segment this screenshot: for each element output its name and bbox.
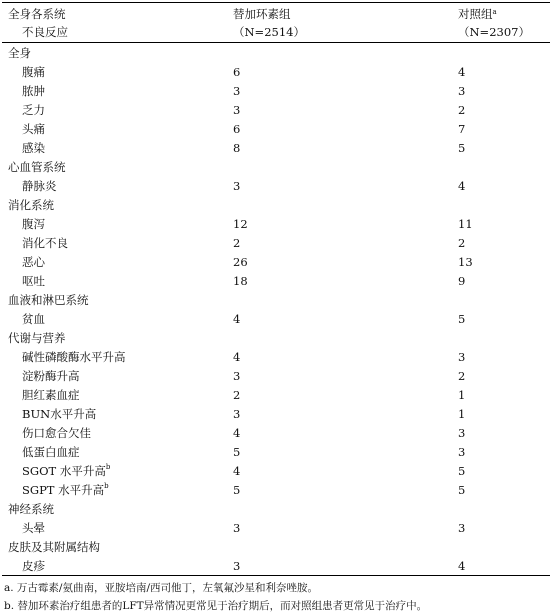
header-bottom-rule (2, 42, 550, 43)
header-col1-line2: （N=2514） (233, 25, 305, 39)
label-text: 伤口愈合欠佳 (22, 426, 91, 440)
table-row (0, 367, 552, 386)
table-row (0, 253, 552, 272)
tigecycline-value: 3 (233, 369, 241, 383)
system-label (8, 500, 54, 519)
label-text: 静脉炎 (22, 179, 57, 193)
footnote-marker-b: b (104, 482, 109, 490)
comparator-value: 5 (458, 312, 466, 326)
category-row (0, 196, 552, 215)
table-row (0, 462, 552, 481)
category-row (0, 291, 552, 310)
table-row (0, 215, 552, 234)
system-label (8, 538, 100, 557)
tigecycline-value: 6 (233, 65, 241, 79)
category-row (0, 158, 552, 177)
label-text: 代谢与营养 (8, 331, 66, 345)
table-row (0, 424, 552, 443)
tigecycline-value: 12 (233, 217, 248, 231)
table-row (0, 234, 552, 253)
reaction-label (22, 82, 45, 101)
comparator-value: 3 (458, 350, 466, 364)
header-col1-line1: 替加环素组 (233, 7, 291, 21)
table-row (0, 310, 552, 329)
label-text: 腹痛 (22, 65, 45, 79)
reaction-label (22, 367, 80, 386)
reaction-label (22, 481, 109, 500)
label-text: 血液和淋巴系统 (8, 293, 89, 307)
tigecycline-value: 4 (233, 464, 241, 478)
system-label (8, 291, 89, 310)
label-text: 腹泻 (22, 217, 45, 231)
category-row (0, 44, 552, 63)
comparator-value: 9 (458, 274, 466, 288)
label-text: 消化不良 (22, 236, 68, 250)
tigecycline-value: 4 (233, 312, 241, 326)
comparator-value: 5 (458, 141, 466, 155)
footnote-marker-b: b (105, 463, 111, 471)
tigecycline-value: 2 (233, 236, 241, 250)
label-text: 皮疹 (22, 559, 45, 573)
system-label (8, 196, 54, 215)
label-text: 全身 (8, 46, 31, 60)
comparator-value: 3 (458, 84, 466, 98)
table-row (0, 101, 552, 120)
table-row (0, 386, 552, 405)
footnote-marker-a: a (492, 8, 497, 16)
tigecycline-value: 3 (233, 521, 241, 535)
table-top-rule (2, 2, 550, 3)
reaction-label (22, 462, 110, 481)
tigecycline-value: 3 (233, 103, 241, 117)
reaction-label (22, 272, 45, 291)
comparator-value: 3 (458, 445, 466, 459)
comparator-value: 11 (458, 217, 473, 231)
label-text: 神经系统 (8, 502, 54, 516)
header-col0-line2: 不良反应 (22, 25, 68, 39)
label-text: 皮肤及其附属结构 (8, 540, 100, 554)
category-row (0, 329, 552, 348)
tigecycline-value: 26 (233, 255, 248, 269)
table-row (0, 82, 552, 101)
table-row (0, 348, 552, 367)
header-col2-label: 对照组 (458, 7, 493, 21)
label-text: 心血管系统 (8, 160, 66, 174)
category-row (0, 500, 552, 519)
table-row (0, 63, 552, 82)
label-text: 感染 (22, 141, 45, 155)
table-bottom-rule (2, 575, 550, 576)
reaction-label (22, 557, 45, 576)
tigecycline-value: 6 (233, 122, 241, 136)
comparator-value: 3 (458, 521, 466, 535)
comparator-value: 3 (458, 426, 466, 440)
comparator-value: 13 (458, 255, 473, 269)
label-text: 消化系统 (8, 198, 54, 212)
comparator-value: 2 (458, 369, 466, 383)
tigecycline-value: 3 (233, 559, 241, 573)
label-text: SGOT 水平升高 (22, 464, 106, 478)
tigecycline-value: 5 (233, 483, 241, 497)
reaction-label (22, 348, 126, 367)
comparator-value: 2 (458, 103, 466, 117)
table-row (0, 177, 552, 196)
header-col2-line2: （N=2307） (458, 25, 530, 39)
reaction-label (22, 443, 80, 462)
tigecycline-value: 3 (233, 84, 241, 98)
label-text: 碱性磷酸酶水平升高 (22, 350, 126, 364)
label-text: 恶心 (22, 255, 45, 269)
table-row (0, 481, 552, 500)
table-row (0, 272, 552, 291)
label-text: 贫血 (22, 312, 45, 326)
system-label (8, 329, 66, 348)
label-text: 乏力 (22, 103, 45, 117)
reaction-label (22, 139, 45, 158)
tigecycline-value: 4 (233, 426, 241, 440)
comparator-value: 5 (458, 483, 466, 497)
label-text: 淀粉酶升高 (22, 369, 80, 383)
reaction-label (22, 253, 45, 272)
category-row (0, 538, 552, 557)
system-label (8, 44, 31, 63)
tigecycline-value: 3 (233, 179, 241, 193)
tigecycline-value: 4 (233, 350, 241, 364)
reaction-label (22, 519, 45, 538)
reaction-label (22, 63, 45, 82)
reaction-label (22, 310, 45, 329)
comparator-value: 4 (458, 65, 466, 79)
system-label (8, 158, 66, 177)
comparator-value: 4 (458, 559, 466, 573)
footnote-b: b. 替加环素治疗组患者的LFT异常情况更常见于治疗期后，而对照组患者更常见于治疗中。 (4, 600, 428, 612)
table-row (0, 557, 552, 576)
tigecycline-value: 8 (233, 141, 241, 155)
label-text: 头晕 (22, 521, 45, 535)
table-row (0, 405, 552, 424)
tigecycline-value: 5 (233, 445, 241, 459)
reaction-label (22, 215, 45, 234)
reaction-label (22, 234, 68, 253)
reaction-label (22, 101, 45, 120)
tigecycline-value: 2 (233, 388, 241, 402)
comparator-value: 1 (458, 407, 466, 421)
table-row (0, 139, 552, 158)
reaction-label (22, 405, 96, 424)
comparator-value: 4 (458, 179, 466, 193)
label-text: BUN水平升高 (22, 407, 97, 421)
label-text: SGPT 水平升高 (22, 483, 105, 497)
table-row (0, 519, 552, 538)
footnote-a: a. 万古霉素/氨曲南，亚胺培南/西司他丁，左氧氟沙星和利奈唑胺。 (4, 582, 319, 594)
reaction-label (22, 424, 91, 443)
tigecycline-value: 18 (233, 274, 248, 288)
header-col0-line1: 全身各系统 (8, 7, 66, 21)
table-row (0, 120, 552, 139)
label-text: 脓肿 (22, 84, 45, 98)
tigecycline-value: 3 (233, 407, 241, 421)
comparator-value: 7 (458, 122, 466, 136)
label-text: 头痛 (22, 122, 45, 136)
reaction-label (22, 386, 80, 405)
comparator-value: 2 (458, 236, 466, 250)
header-col2-line1 (458, 7, 497, 21)
label-text: 呕吐 (22, 274, 45, 288)
reaction-label (22, 120, 45, 139)
label-text: 低蛋白血症 (22, 445, 80, 459)
table-row (0, 443, 552, 462)
reaction-label (22, 177, 57, 196)
comparator-value: 1 (458, 388, 466, 402)
label-text: 胆红素血症 (22, 388, 80, 402)
comparator-value: 5 (458, 464, 466, 478)
